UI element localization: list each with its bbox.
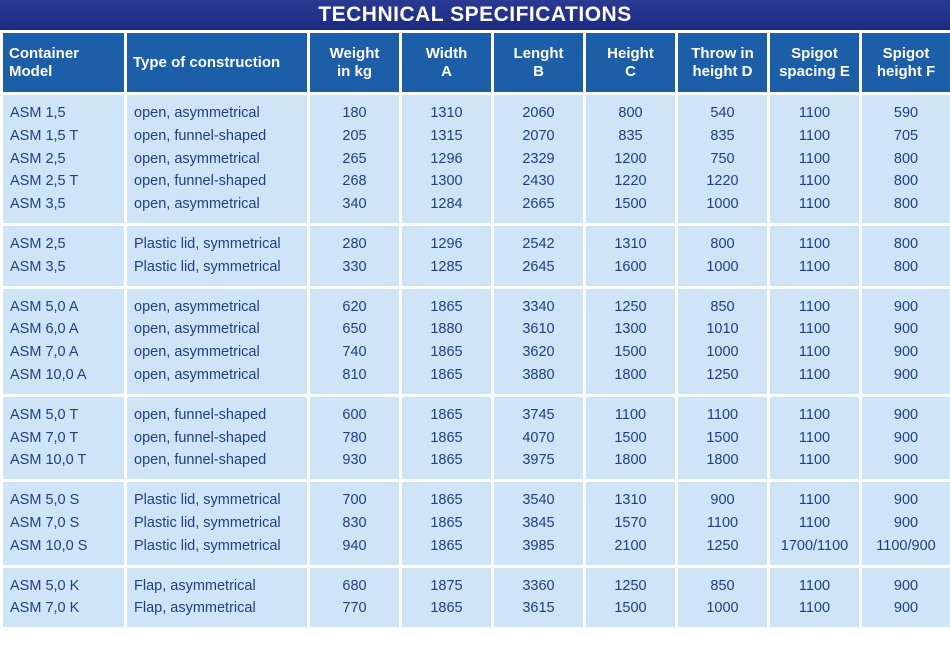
- cell-throw-height: 850: [677, 575, 769, 598]
- cell-spigot-spacing: 1100: [769, 233, 861, 256]
- cell-model: ASM 5,0 K: [2, 575, 126, 598]
- cell-weight: 930: [309, 449, 401, 472]
- cell-construction: open, funnel-shaped: [126, 404, 309, 427]
- cell-spigot-spacing: 1100: [769, 512, 861, 535]
- header-text: B: [533, 62, 544, 80]
- cell-model: ASM 7,0 T: [2, 427, 126, 450]
- cell-construction: Plastic lid, symmetrical: [126, 535, 309, 558]
- cell-spigot-spacing: 1100: [769, 364, 861, 387]
- cell-throw-height: 1000: [677, 256, 769, 279]
- cell-model: ASM 10,0 A: [2, 364, 126, 387]
- cell-spigot-spacing: 1100: [769, 125, 861, 148]
- cell-length: 3540: [493, 489, 585, 512]
- cell-spigot-height: 800: [861, 148, 950, 171]
- cell-width: 1865: [401, 449, 493, 472]
- cell-model: ASM 2,5: [2, 233, 126, 256]
- cell-spigot-spacing: 1100: [769, 148, 861, 171]
- cell-width: 1865: [401, 427, 493, 450]
- cell-width: 1310: [401, 102, 493, 125]
- table-row: [2, 233, 950, 256]
- cell-construction: open, funnel-shaped: [126, 125, 309, 148]
- group-spacer: [2, 472, 950, 481]
- cell-width: 1284: [401, 193, 493, 216]
- cell-height: 1800: [585, 364, 677, 387]
- cell-height: 1220: [585, 170, 677, 193]
- construction-type-header: [126, 32, 309, 94]
- table-row: [2, 535, 950, 558]
- cell-construction: open, asymmetrical: [126, 364, 309, 387]
- cell-height: 1570: [585, 512, 677, 535]
- cell-height: 1250: [585, 296, 677, 319]
- cell-length: 3340: [493, 296, 585, 319]
- header-text: Container: [9, 44, 80, 62]
- header-text: Spigot: [882, 44, 930, 62]
- cell-weight: 830: [309, 512, 401, 535]
- cell-spigot-height: 900: [861, 427, 950, 450]
- cell-model: ASM 1,5: [2, 102, 126, 125]
- header-text: in kg: [336, 62, 372, 80]
- cell-throw-height: 1000: [677, 597, 769, 620]
- cell-length: 3985: [493, 535, 585, 558]
- cell-construction: open, funnel-shaped: [126, 427, 309, 450]
- header-text: Throw in: [691, 44, 754, 62]
- cell-model: ASM 2,5 T: [2, 170, 126, 193]
- cell-spigot-height: 900: [861, 364, 950, 387]
- table-row: [2, 489, 950, 512]
- cell-model: ASM 5,0 T: [2, 404, 126, 427]
- cell-width: 1865: [401, 489, 493, 512]
- cell-height: 1310: [585, 489, 677, 512]
- group-spacer: [2, 216, 950, 225]
- spec-table: [0, 30, 950, 627]
- cell-spigot-spacing: 1100: [769, 449, 861, 472]
- group-spacer: [2, 395, 950, 404]
- cell-construction: open, asymmetrical: [126, 102, 309, 125]
- cell-spigot-height: 900: [861, 404, 950, 427]
- cell-throw-height: 1250: [677, 535, 769, 558]
- cell-model: ASM 7,0 K: [2, 597, 126, 620]
- cell-model: ASM 7,0 A: [2, 341, 126, 364]
- cell-spigot-spacing: 1100: [769, 341, 861, 364]
- cell-weight: 770: [309, 597, 401, 620]
- table-row: [2, 427, 950, 450]
- cell-spigot-spacing: 1100: [769, 597, 861, 620]
- cell-spigot-height: 900: [861, 318, 950, 341]
- cell-length: 3975: [493, 449, 585, 472]
- cell-throw-height: 1100: [677, 512, 769, 535]
- cell-throw-height: 540: [677, 102, 769, 125]
- cell-width: 1865: [401, 597, 493, 620]
- table-row: [2, 512, 950, 535]
- cell-spigot-height: 800: [861, 233, 950, 256]
- cell-spigot-spacing: 1100: [769, 575, 861, 598]
- cell-height: 1800: [585, 449, 677, 472]
- cell-spigot-height: 900: [861, 449, 950, 472]
- cell-width: 1296: [401, 148, 493, 171]
- header-row: [2, 32, 950, 94]
- cell-length: 2060: [493, 102, 585, 125]
- cell-length: 3880: [493, 364, 585, 387]
- table-row: [2, 341, 950, 364]
- spigot-height-header: [861, 32, 950, 94]
- group-spacer: [2, 558, 950, 567]
- cell-length: 2070: [493, 125, 585, 148]
- cell-length: 2329: [493, 148, 585, 171]
- header-text: spacing E: [779, 62, 850, 80]
- cell-weight: 268: [309, 170, 401, 193]
- header-text: height D: [692, 62, 753, 80]
- cell-spigot-height: 800: [861, 256, 950, 279]
- cell-length: 2645: [493, 256, 585, 279]
- cell-spigot-height: 800: [861, 170, 950, 193]
- throw-height-header: [677, 32, 769, 94]
- cell-width: 1865: [401, 341, 493, 364]
- cell-construction: open, asymmetrical: [126, 341, 309, 364]
- cell-spigot-height: 800: [861, 193, 950, 216]
- cell-throw-height: 750: [677, 148, 769, 171]
- cell-throw-height: 1000: [677, 193, 769, 216]
- table-row: [2, 449, 950, 472]
- length-header: [493, 32, 585, 94]
- group-spacer: [2, 279, 950, 288]
- cell-weight: 650: [309, 318, 401, 341]
- cell-spigot-height: 900: [861, 296, 950, 319]
- container-model-header: [2, 32, 126, 94]
- cell-spigot-height: 705: [861, 125, 950, 148]
- cell-width: 1300: [401, 170, 493, 193]
- table-row: [2, 170, 950, 193]
- cell-height: 1250: [585, 575, 677, 598]
- cell-throw-height: 835: [677, 125, 769, 148]
- cell-width: 1865: [401, 512, 493, 535]
- cell-model: ASM 10,0 T: [2, 449, 126, 472]
- cell-model: ASM 6,0 A: [2, 318, 126, 341]
- header-text: height F: [876, 62, 936, 80]
- cell-weight: 620: [309, 296, 401, 319]
- cell-throw-height: 1250: [677, 364, 769, 387]
- cell-height: 1500: [585, 341, 677, 364]
- cell-length: 3615: [493, 597, 585, 620]
- header-text: Lenght: [513, 44, 564, 62]
- group-spacer: [2, 287, 950, 296]
- cell-construction: open, asymmetrical: [126, 318, 309, 341]
- cell-throw-height: 800: [677, 233, 769, 256]
- cell-height: 2100: [585, 535, 677, 558]
- cell-spigot-spacing: 1100: [769, 102, 861, 125]
- cell-weight: 330: [309, 256, 401, 279]
- cell-length: 3610: [493, 318, 585, 341]
- height-header: [585, 32, 677, 94]
- page-title: TECHNICAL SPECIFICATIONS: [0, 0, 950, 30]
- table-row: [2, 575, 950, 598]
- cell-weight: 205: [309, 125, 401, 148]
- cell-spigot-height: 900: [861, 341, 950, 364]
- cell-width: 1865: [401, 535, 493, 558]
- cell-height: 835: [585, 125, 677, 148]
- cell-height: 1300: [585, 318, 677, 341]
- cell-throw-height: 850: [677, 296, 769, 319]
- header-text: C: [625, 62, 636, 80]
- table-row: [2, 148, 950, 171]
- table-row: [2, 597, 950, 620]
- cell-construction: Plastic lid, symmetrical: [126, 256, 309, 279]
- table-row: [2, 364, 950, 387]
- cell-height: 1310: [585, 233, 677, 256]
- cell-model: ASM 7,0 S: [2, 512, 126, 535]
- cell-throw-height: 1010: [677, 318, 769, 341]
- cell-height: 1100: [585, 404, 677, 427]
- cell-construction: Flap, asymmetrical: [126, 597, 309, 620]
- group-spacer: [2, 566, 950, 575]
- cell-height: 1500: [585, 427, 677, 450]
- cell-weight: 280: [309, 233, 401, 256]
- cell-spigot-spacing: 1100: [769, 193, 861, 216]
- table-row: [2, 125, 950, 148]
- cell-weight: 740: [309, 341, 401, 364]
- cell-throw-height: 1800: [677, 449, 769, 472]
- cell-throw-height: 1220: [677, 170, 769, 193]
- cell-weight: 340: [309, 193, 401, 216]
- cell-construction: Flap, asymmetrical: [126, 575, 309, 598]
- cell-throw-height: 1100: [677, 404, 769, 427]
- cell-weight: 700: [309, 489, 401, 512]
- cell-model: ASM 5,0 S: [2, 489, 126, 512]
- table-row: [2, 256, 950, 279]
- cell-construction: Plastic lid, symmetrical: [126, 489, 309, 512]
- cell-weight: 940: [309, 535, 401, 558]
- cell-construction: Plastic lid, symmetrical: [126, 233, 309, 256]
- table-row: [2, 193, 950, 216]
- weight-header: [309, 32, 401, 94]
- cell-construction: open, asymmetrical: [126, 148, 309, 171]
- table-row: [2, 102, 950, 125]
- cell-length: 2430: [493, 170, 585, 193]
- cell-model: ASM 1,5 T: [2, 125, 126, 148]
- cell-height: 800: [585, 102, 677, 125]
- cell-width: 1865: [401, 364, 493, 387]
- cell-spigot-height: 900: [861, 597, 950, 620]
- cell-model: ASM 2,5: [2, 148, 126, 171]
- group-spacer: [2, 387, 950, 396]
- group-spacer: [2, 620, 950, 627]
- cell-spigot-spacing: 1100: [769, 256, 861, 279]
- cell-model: ASM 5,0 A: [2, 296, 126, 319]
- cell-weight: 180: [309, 102, 401, 125]
- cell-height: 1600: [585, 256, 677, 279]
- cell-spigot-spacing: 1100: [769, 318, 861, 341]
- cell-spigot-spacing: 1100: [769, 296, 861, 319]
- cell-spigot-height: 1100/900: [861, 535, 950, 558]
- cell-weight: 680: [309, 575, 401, 598]
- cell-model: ASM 3,5: [2, 256, 126, 279]
- cell-length: 2542: [493, 233, 585, 256]
- table-row: [2, 318, 950, 341]
- table-body: [2, 94, 950, 628]
- cell-spigot-height: 900: [861, 512, 950, 535]
- header-text: Height: [607, 44, 654, 62]
- cell-spigot-spacing: 1100: [769, 170, 861, 193]
- cell-spigot-height: 900: [861, 575, 950, 598]
- cell-model: ASM 10,0 S: [2, 535, 126, 558]
- cell-length: 3620: [493, 341, 585, 364]
- group-spacer: [2, 224, 950, 233]
- cell-length: 3745: [493, 404, 585, 427]
- cell-weight: 265: [309, 148, 401, 171]
- cell-throw-height: 900: [677, 489, 769, 512]
- cell-weight: 600: [309, 404, 401, 427]
- cell-spigot-spacing: 1100: [769, 427, 861, 450]
- group-spacer: [2, 481, 950, 490]
- cell-height: 1500: [585, 597, 677, 620]
- cell-spigot-height: 590: [861, 102, 950, 125]
- header-text: Spigot: [791, 44, 838, 62]
- header-text: Type of construction: [133, 53, 281, 71]
- cell-length: 2665: [493, 193, 585, 216]
- cell-length: 3845: [493, 512, 585, 535]
- spigot-spacing-header: [769, 32, 861, 94]
- cell-width: 1875: [401, 575, 493, 598]
- cell-width: 1865: [401, 296, 493, 319]
- cell-width: 1880: [401, 318, 493, 341]
- cell-construction: Plastic lid, symmetrical: [126, 512, 309, 535]
- width-header: [401, 32, 493, 94]
- cell-construction: open, asymmetrical: [126, 193, 309, 216]
- cell-spigot-spacing: 1100: [769, 489, 861, 512]
- cell-height: 1200: [585, 148, 677, 171]
- cell-spigot-spacing: 1100: [769, 404, 861, 427]
- cell-construction: open, funnel-shaped: [126, 449, 309, 472]
- cell-height: 1500: [585, 193, 677, 216]
- cell-length: 4070: [493, 427, 585, 450]
- table-row: [2, 404, 950, 427]
- header-text: A: [441, 62, 452, 80]
- cell-width: 1865: [401, 404, 493, 427]
- group-spacer: [2, 94, 950, 103]
- cell-construction: open, asymmetrical: [126, 296, 309, 319]
- cell-spigot-spacing: 1700/1100: [769, 535, 861, 558]
- cell-weight: 780: [309, 427, 401, 450]
- cell-weight: 810: [309, 364, 401, 387]
- header-text: Width: [425, 44, 468, 62]
- cell-throw-height: 1000: [677, 341, 769, 364]
- cell-model: ASM 3,5: [2, 193, 126, 216]
- table-row: [2, 296, 950, 319]
- cell-construction: open, funnel-shaped: [126, 170, 309, 193]
- cell-spigot-height: 900: [861, 489, 950, 512]
- cell-width: 1285: [401, 256, 493, 279]
- cell-width: 1296: [401, 233, 493, 256]
- header-text: Model: [9, 62, 53, 80]
- cell-length: 3360: [493, 575, 585, 598]
- header-text: Weight: [329, 44, 380, 62]
- cell-throw-height: 1500: [677, 427, 769, 450]
- cell-width: 1315: [401, 125, 493, 148]
